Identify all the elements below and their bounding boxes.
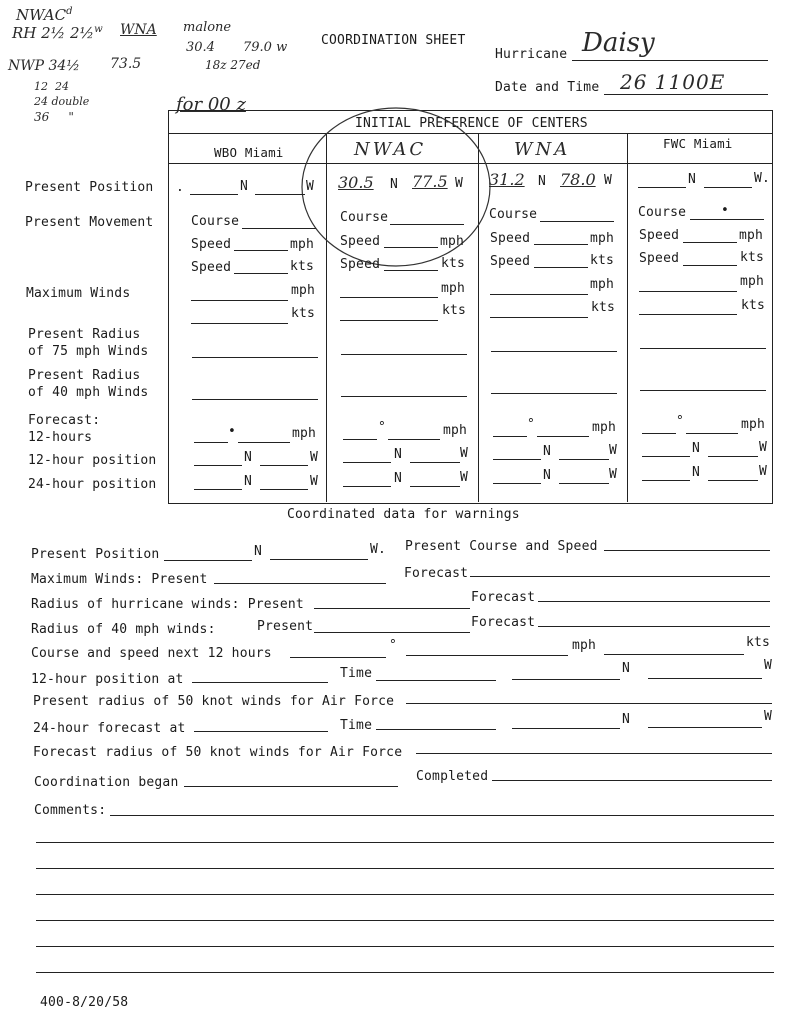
margin-note-12: 12 24 [34, 80, 69, 93]
field-completed[interactable] [492, 780, 772, 781]
margin-note-malone: malone [183, 20, 232, 35]
field-course-speed[interactable] [604, 550, 770, 551]
field-pos12-lat[interactable] [512, 679, 620, 680]
label-pos12-time: Time [340, 666, 373, 681]
row-radius75-a: Present Radius [28, 327, 141, 342]
label-radius40: Radius of 40 mph winds: [31, 622, 216, 637]
field-pos12-at[interactable] [192, 682, 328, 683]
label-max-winds-forecast: Forecast [404, 566, 469, 581]
wna-latitude: 31.2 [489, 170, 525, 189]
table-header: INITIAL PREFERENCE OF CENTERS [355, 116, 588, 131]
row-forecast-b: 12-hours [28, 430, 93, 445]
margin-note-malone-lat: 30.4 [186, 40, 215, 55]
wna-longitude: 78.0 [560, 170, 596, 189]
margin-note-nwp: NWP 34½ [8, 58, 80, 74]
margin-note-for-00z: for 00 z [176, 94, 246, 115]
field-pos24-lat[interactable] [512, 728, 620, 729]
label-radius40-present: Present [257, 619, 314, 634]
label-radius40-forecast: Forecast [471, 615, 536, 630]
label-course-next12: Course and speed next 12 hours [31, 646, 272, 661]
col-divider-3 [627, 134, 628, 502]
field-max-winds-present[interactable] [214, 583, 386, 584]
column-wbo-miami: WBO Miami [214, 145, 284, 160]
datetime-handwritten: 26 1100E [620, 70, 726, 94]
row-12-hour-position: 12-hour position [28, 453, 157, 468]
field-present-lon[interactable] [270, 559, 368, 560]
row-24-hour-position: 24-hour position [28, 477, 157, 492]
field-radius50-present[interactable] [406, 703, 772, 704]
field-pos24-time[interactable] [376, 729, 496, 730]
comments-line-2[interactable] [36, 842, 774, 843]
margin-note-24: 24 double [34, 95, 90, 108]
field-max-winds-forecast[interactable] [470, 576, 770, 577]
comments-line-1[interactable] [110, 815, 774, 816]
label-pos12: 12-hour position at [31, 672, 184, 687]
hurricane-label: Hurricane [495, 47, 568, 62]
label-pos24-time: Time [340, 718, 373, 733]
page-title: COORDINATION SHEET [321, 33, 466, 48]
field-course-next12[interactable] [290, 657, 386, 658]
hurricane-name-handwritten: Daisy [582, 28, 655, 58]
comments-line-7[interactable] [36, 972, 774, 973]
row-radius75-b: of 75 mph Winds [28, 344, 149, 359]
label-radius-hurricane: Radius of hurricane winds: Present [31, 597, 304, 612]
margin-note-wna: WNA [120, 22, 157, 38]
coordinated-title: Coordinated data for warnings [287, 507, 520, 522]
hurricane-line [572, 60, 768, 61]
field-speed-next12-mph[interactable] [406, 655, 568, 656]
field-radius40-forecast[interactable] [538, 626, 770, 627]
margin-note-36: 36 " [34, 110, 74, 124]
margin-note-malone-lon: 79.0 w [243, 40, 288, 55]
nwac-latitude: 30.5 [338, 173, 374, 192]
field-speed-next12-kts[interactable] [604, 654, 744, 655]
comments-line-6[interactable] [36, 946, 774, 947]
nwac-longitude: 77.5 [412, 172, 448, 191]
field-pos24-at[interactable] [194, 731, 328, 732]
comments-line-5[interactable] [36, 920, 774, 921]
row-maximum-winds: Maximum Winds [26, 286, 131, 301]
label-coordination-began: Coordination began [34, 775, 179, 790]
column-fwc-miami: FWC Miami [663, 136, 733, 151]
field-radius40-present[interactable] [314, 632, 470, 633]
comments-line-3[interactable] [36, 868, 774, 869]
field-present-lat[interactable] [164, 560, 252, 561]
margin-note-malone-time: 18z 27ed [205, 58, 261, 72]
margin-note-nwac: NWAC$^d$ [16, 6, 73, 24]
datetime-line [604, 94, 768, 95]
label-radius50-forecast: Forecast radius of 50 knot winds for Air Force [33, 745, 403, 760]
row-radius40-a: Present Radius [28, 368, 141, 383]
field-radius50-forecast[interactable] [416, 753, 772, 754]
field-pos24-lon[interactable] [648, 727, 762, 728]
margin-note-735: 73.5 [110, 56, 142, 72]
field-coordination-began[interactable] [184, 786, 398, 787]
row-forecast-a: Forecast: [28, 413, 101, 428]
label-max-winds: Maximum Winds: Present [31, 572, 208, 587]
field-pos12-time[interactable] [376, 680, 496, 681]
field-radius-hurricane-present[interactable] [314, 608, 470, 609]
row-radius40-b: of 40 mph Winds [28, 385, 149, 400]
label-comments: Comments: [34, 803, 107, 818]
label-pos24: 24-hour forecast at [33, 721, 186, 736]
row-present-position: Present Position [25, 180, 154, 195]
row-present-movement: Present Movement [25, 215, 154, 230]
margin-note-rh: RH 2½ 2½$^w$ [12, 24, 103, 42]
coordination-sheet-page: NWAC$^d$ RH 2½ 2½$^w$ WNA NWP 34½ 73.5 malone 30.4 79.0 w 18z 27ed 12 24 24 double 36 " for 00 z COORDINATION SHEET Hurricane Daisy Date and Time 26 1100E INITIAL PREFERENCE OF CENTERS WBO Miami NWAC WNA FWC Miami Present Position Present Movement Maximum Winds Present Radius of 75 mph Winds Present Radius of 40 mph Winds Forecast: 12-hours 12-hour position 24-hour position . N W Course Speed mph Speed kts mph kts • mph N W N W 30.5 N 77.5 W Course Speed mph Speed kts mph kts ° mph N W N W 31.2 N 78.0 W Course Speed mph Speed kts mph kts ° mph N W N W N W. Course • Speed mph Speed kts mph kts ° mph N W N W Coordinated data for warnings Present Position N W. Present Course and Speed Maximum Winds: Present Forecast Radius of hurricane winds: Present Forecast Radius of 40 mph winds: Present Forecast Course and speed next 12 hours ° mph kts 12-hour position at Time N W Present radius of 50 knot winds for Air Force 24-hour forecast at Time N W Forecast radius of 50 knot winds for Air Force Coordination began Completed Comments: 400-8/20/58 [8, 6, 773, 1010]
form-number: 400-8/20/58 [40, 995, 129, 1010]
field-radius-hurricane-forecast[interactable] [538, 601, 770, 602]
datetime-label: Date and Time [495, 80, 600, 95]
label-radius50-present: Present radius of 50 knot winds for Air Force [33, 694, 395, 709]
label-completed: Completed [416, 769, 489, 784]
label-present-position: Present Position [31, 547, 160, 562]
label-course-speed: Present Course and Speed [405, 539, 598, 554]
field-pos12-lon[interactable] [648, 678, 762, 679]
label-radius-hurricane-forecast: Forecast [471, 590, 536, 605]
column-wna: WNA [514, 139, 571, 160]
comments-line-4[interactable] [36, 894, 774, 895]
column-nwac: NWAC [354, 139, 427, 160]
